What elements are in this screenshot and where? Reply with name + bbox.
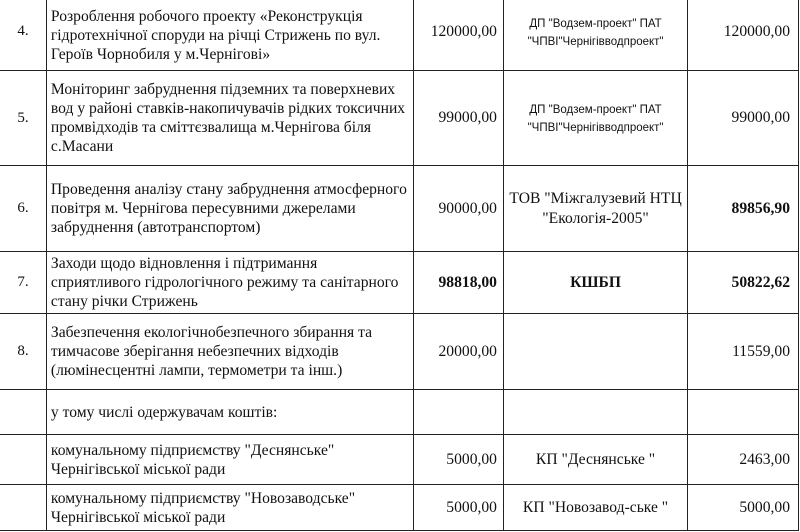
table-row <box>0 314 799 390</box>
row-description: Розроблення робочого проекту «Реконструкція гідротехнічної споруди на річці Стрижень по вул. Героїв Чорнобиля у м.Чернігові» <box>46 0 413 71</box>
row-number: 4. <box>0 0 46 71</box>
contractor-name: КП "Деснянське " <box>535 450 656 468</box>
planned-amount: 5000,00 <box>414 435 504 485</box>
contractor <box>503 390 687 435</box>
actual-amount: 5000,00 <box>688 485 799 531</box>
row-description: Проведення аналізу стану забруднення атмосферного повітря м. Чернігова пересувними джерелами забруднення (автотранспортом) <box>46 166 413 252</box>
contractor <box>503 435 687 485</box>
table-row <box>0 71 799 166</box>
table-row <box>0 166 799 252</box>
contractor <box>503 485 687 531</box>
planned-amount: 98818,00 <box>414 252 504 314</box>
contractor <box>503 0 687 71</box>
planned-amount: 20000,00 <box>414 314 504 390</box>
actual-amount: 11559,00 <box>688 314 799 390</box>
planned-amount: 120000,00 <box>414 0 504 71</box>
contractor-name: ДП "Водзем-проект" ПАТ "ЧПВІ"Чернігівводпроект" <box>527 104 664 134</box>
row-number: 8. <box>0 314 46 390</box>
table-row <box>0 390 799 435</box>
row-description: у тому числі одержувачам коштів: <box>46 390 413 435</box>
row-description: комунальному підприємству "Новозаводське" Чернігівської міської ради <box>46 485 413 531</box>
row-description: Забезпечення екологічнобезпечного збирання та тимчасове зберігання небезпечних відходів (люмінесцентні лампи, термометри та інш.) <box>46 314 413 390</box>
contractor-name: КП "Новозавод-ське " <box>522 498 669 516</box>
row-number <box>0 435 46 485</box>
contractor <box>503 252 687 314</box>
planned-amount: 90000,00 <box>414 166 504 252</box>
row-number <box>0 485 46 531</box>
planned-amount <box>414 390 504 435</box>
row-description: Моніторинг забруднення підземних та поверхневих вод у районі ставків-накопичувачів рідких токсичних промвідходів та сміттєзвалища м.Чернігова біля с.Масани <box>46 71 413 166</box>
actual-amount: 2463,00 <box>688 435 799 485</box>
contractor-name: КШБП <box>570 273 621 291</box>
actual-amount: 50822,62 <box>688 252 799 314</box>
contractor <box>503 314 687 390</box>
table-row <box>0 485 799 531</box>
table-row <box>0 0 799 71</box>
actual-amount: 99000,00 <box>688 71 799 166</box>
row-number: 7. <box>0 252 46 314</box>
planned-amount: 99000,00 <box>414 71 504 166</box>
contractor-name: ТОВ "Міжгалузевий НТЦ "Екологія-2005" <box>509 189 682 227</box>
planned-amount: 5000,00 <box>414 485 504 531</box>
table-row <box>0 252 799 314</box>
row-description: комунальному підприємству "Деснянське" Чернігівської міської ради <box>46 435 413 485</box>
actual-amount: 120000,00 <box>688 0 799 71</box>
row-number <box>0 390 46 435</box>
table-row <box>0 435 799 485</box>
row-description: Заходи щодо відновлення і підтримання сприятливого гідрологічного режиму та санітарного стану річки Стрижень <box>46 252 413 314</box>
row-number: 6. <box>0 166 46 252</box>
contractor <box>503 166 687 252</box>
row-number: 5. <box>0 71 46 166</box>
contractor-name: ДП "Водзем-проект" ПАТ "ЧПВІ"Чернігівводпроект" <box>527 17 664 48</box>
actual-amount: 89856,90 <box>688 166 799 252</box>
contractor <box>503 71 687 166</box>
actual-amount <box>688 390 799 435</box>
